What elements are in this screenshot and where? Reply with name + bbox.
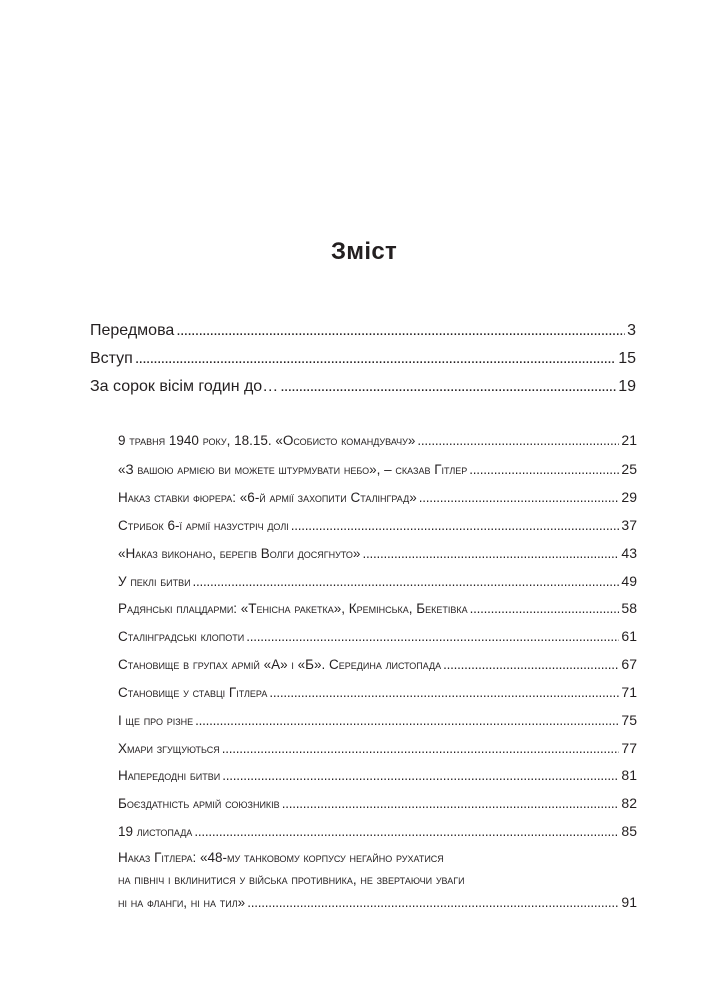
- toc-subentry-line[interactable]: на північ і вклинитися у війська противника, не звертаючи уваги: [118, 872, 465, 887]
- toc-entry-label: Радянські плацдарми: «Тенісна ракетка», Кремінська, Бекетівка: [118, 601, 468, 616]
- page-title: Зміст: [330, 238, 398, 265]
- toc-subentry-line[interactable]: Наказ Гітлера: «48-му танковому корпусу негайно рухатися: [118, 850, 444, 865]
- dot-leader: [419, 490, 620, 505]
- toc-entry-label: «Наказ виконано, берегів Волги досягнуто»: [118, 546, 361, 561]
- dot-leader: [194, 824, 619, 839]
- toc-entry-label: Наказ ставки фюрера: «6-й армії захопити Сталінград»: [118, 490, 417, 505]
- toc-entry-label: «З вашою армією ви можете штурмувати небо», – сказав Гітлер: [118, 462, 468, 477]
- dot-leader: [362, 546, 619, 561]
- toc-subentry[interactable]: [118, 432, 637, 448]
- toc-subentry[interactable]: [118, 600, 637, 616]
- dot-leader: [193, 574, 620, 589]
- toc-subentry[interactable]: [118, 573, 637, 589]
- toc-entry-label: 9 травня 1940 року, 18.15. «Особисто командувачу»: [118, 433, 416, 448]
- toc-entry-preface[interactable]: [90, 322, 636, 340]
- toc-page-number: 85: [621, 823, 637, 839]
- toc-entry-label: Передмова: [90, 322, 175, 339]
- toc-entry-label: Сталінградські клопоти: [118, 629, 245, 644]
- dot-leader: [291, 518, 620, 533]
- toc-subentry[interactable]: [118, 656, 637, 672]
- toc-page-number: 25: [621, 461, 637, 477]
- toc-entry-label: Стрибок 6-ї армії назустріч долі: [118, 518, 289, 533]
- toc-subentry[interactable]: [118, 628, 637, 644]
- toc-page-number: 29: [621, 489, 637, 505]
- toc-page-number: 75: [621, 712, 637, 728]
- toc-page-number: 43: [621, 545, 637, 561]
- toc-entry-label: І ще про різне: [118, 713, 194, 728]
- dot-leader: [269, 685, 619, 700]
- toc-entry-label: Хмари згущуються: [118, 741, 220, 756]
- dot-leader: [443, 657, 619, 672]
- toc-subentry[interactable]: [118, 823, 637, 839]
- dot-leader: [135, 350, 616, 368]
- toc-page-number: 58: [621, 600, 637, 616]
- dot-leader: [247, 895, 619, 910]
- toc-page-number: 77: [621, 740, 637, 756]
- dot-leader: [222, 741, 620, 756]
- dot-leader: [195, 713, 619, 728]
- toc-entry-label: Становище у ставці Гітлера: [118, 685, 268, 700]
- toc-page-number: 67: [621, 656, 637, 672]
- toc-subentry[interactable]: [118, 712, 637, 728]
- toc-entry-label: 19 листопада: [118, 824, 193, 839]
- toc-subentry[interactable]: [118, 517, 637, 533]
- toc-page-number: 71: [621, 684, 637, 700]
- toc-entry-label: Вступ: [90, 350, 133, 367]
- dot-leader: [417, 433, 619, 448]
- toc-subentry[interactable]: [118, 545, 637, 561]
- toc-entry-introduction[interactable]: [90, 350, 636, 368]
- toc-entry-label: За сорок вісім годин до…: [90, 378, 279, 395]
- toc-page-number: 49: [621, 573, 637, 589]
- dot-leader: [176, 322, 625, 340]
- toc-page-number: 91: [621, 894, 637, 910]
- toc-subentry[interactable]: [118, 767, 637, 783]
- toc-page-number: 19: [618, 378, 636, 395]
- dot-leader: [222, 768, 619, 783]
- dot-leader: [470, 601, 620, 616]
- toc-entry-label: Напередодні битви: [118, 768, 221, 783]
- toc-page-number: 15: [618, 350, 636, 367]
- toc-page-number: 37: [621, 517, 637, 533]
- toc-page-number: 61: [621, 628, 637, 644]
- dot-leader: [280, 378, 616, 396]
- dot-leader: [282, 796, 620, 811]
- toc-page-number: 81: [621, 767, 637, 783]
- toc-page-number: 3: [627, 322, 636, 339]
- toc-entry-label: Боєздатність армій союзників: [118, 796, 280, 811]
- toc-subentry[interactable]: [118, 461, 637, 477]
- toc-page-number: 82: [621, 795, 637, 811]
- toc-subentry[interactable]: [118, 740, 637, 756]
- toc-entry-label: ні на фланги, ні на тил»: [118, 895, 246, 910]
- toc-subentry[interactable]: [118, 894, 637, 910]
- toc-page-number: 21: [621, 432, 637, 448]
- toc-subentry[interactable]: [118, 489, 637, 505]
- toc-subentry[interactable]: [118, 684, 637, 700]
- toc-entry-48-hours[interactable]: [90, 378, 636, 396]
- toc-entry-label: У пеклі битви: [118, 574, 191, 589]
- dot-leader: [469, 462, 619, 477]
- toc-subentry[interactable]: [118, 795, 637, 811]
- dot-leader: [246, 629, 619, 644]
- toc-entry-label: Становище в групах армій «А» і «Б». Середина листопада: [118, 657, 442, 672]
